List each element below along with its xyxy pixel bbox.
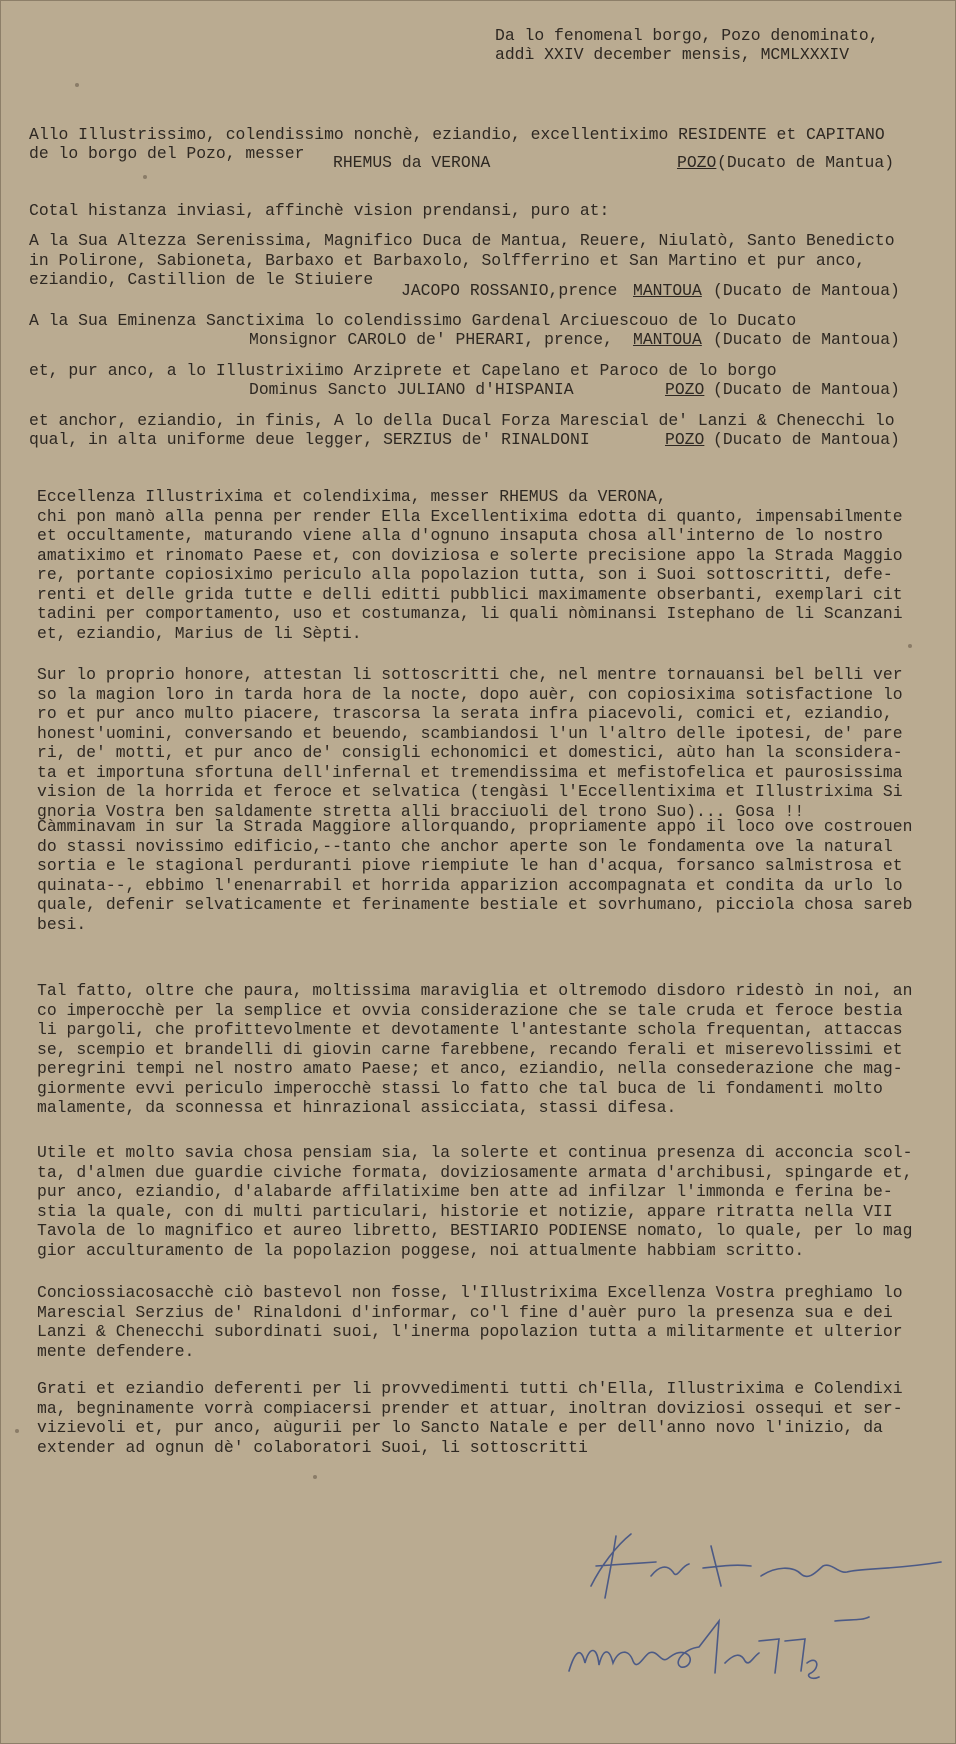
body-paragraph-7-line: ma, begninamente vorrà compiacersi prender et attuar, inoltran doviziosi ossequi et ser- [37,1398,903,1418]
cc-intro: Cotal histanza inviasi, affinchè vision prendansi, puro at: [29,201,610,220]
body-paragraph-4-line: peregrini tempi nel nostro amato Paese; et anco, eziandio, nella consederazione che mag- [37,1059,903,1078]
body-paragraph-4-line: malamente, da sconnessa et hinrazional assicciata, stassi difesa. [37,1098,677,1117]
recipient-1-suffix: (Ducato de Mantoua) [713,281,900,300]
body-paragraph-3-line: do stassi novissimo edificio,--tanto che anchor aperte son le fondamenta ove la natural [37,836,893,856]
recipient-4-suffix: (Ducato de Mantoua) [713,430,900,449]
body-paragraph-4-line: li pargoli, che profittevolmente et devotamente l'antestante schola frequentan, attaccas [37,1020,903,1039]
recipient-1-line-2: in Polirone, Sabioneta, Barbaxo et Barbaxolo, Solfferrino et San Martino et pur anco, [29,251,866,270]
body-paragraph-2-line: Sur lo proprio honore, attestan li sottoscritti che, nel mentre tornauansi bel belli ver [37,665,903,684]
signature-scanzani [561,1526,951,1606]
body-paragraph-1-line: et, eziandio, Marius de li Sèpti. [37,623,362,643]
body-paragraph-5-line: Tavola de lo magnifico et aureo libretto, BESTIARIO PODIENSE nomato, lo quale, per lo mag [37,1221,913,1240]
dateline-line-2: addì XXIV december mensis, MCMLXXXIV [495,45,850,64]
recipient-4-place: POZO [665,430,705,449]
recipient-4-name: qual, in alta uniforme deue legger, SERZIUS de' RINALDONI [29,430,590,449]
body-paragraph-3-line: quale, defenir selvaticamente et ferinamente bestiale et sovrhumano, picciola chosa sareb [37,895,913,914]
address-line-2: de lo borgo del Pozo, messer [29,144,305,163]
recipient-2-suffix: (Ducato de Mantoua) [713,330,900,349]
paper-speck [15,1429,19,1433]
body-paragraph-4-line: Tal fatto, oltre che paura, moltissima maraviglia et oltremodo disdoro ridestò in noi, an [37,981,913,1000]
recipient-2-line-1: A la Sua Eminenza Sanctixima lo colendissimo Gardenal Arciuescouo de lo Ducato [29,311,797,330]
body-paragraph-2-line: so la magion loro in tarda hora de la nocte, dopo auèr, con copiosixima sotisfactione lo [37,684,903,704]
body-paragraph-6-line: Marescial Serzius de' Rinaldoni d'informar, co'l fine d'auèr puro la presenza sua e dei [37,1302,893,1322]
body-paragraph-7-line: Grati et eziandio deferenti per li provvedimenti tutti ch'Ella, Illustrixima e Colendixi [37,1379,903,1398]
body-paragraph-5-line: ta, d'almen due guardie civiche formata, doviziosamente armata d'archibusi, spingarde et, [37,1162,913,1182]
body-paragraph-2-line: vision de la horrida et feroce et selvatica (tengàsi l'Eccellentixima et Illustrixima Si [37,782,903,801]
body-paragraph-6-line: Conciossiacosacchè ciò bastevol non fosse, l'Illustrixima Excellenza Vostra preghiamo lo [37,1283,903,1302]
addressee-name: RHEMUS da VERONA [333,153,491,172]
recipient-3-line-1: et, pur anco, a lo Illustrixiimo Arziprete et Capelano et Paroco de lo borgo [29,361,777,380]
body-paragraph-1-line: tadini per comportamento, uso et costumanza, li quali nòminansi Istephano de li Scanzani [37,604,903,623]
body-paragraph-2-line: ro et pur anco multo piacere, trascorsa la serata infra piacevoli, comici et, eziandio, [37,704,893,723]
signature-septi [549,1601,879,1701]
body-paragraph-1-line: amatiximo et rinomato Paese et, con doviziosa e solerte precisione appo la Strada Maggio [37,545,903,565]
address-line-1: Allo Illustrissimo, colendissimo nonchè, eziandio, excellentiximo RESIDENTE et CAPITANO [29,125,885,144]
recipient-1-name: JACOPO ROSSANIO,prence [401,281,618,300]
body-paragraph-1-line: chi pon manò alla penna per render Ella Excellentixima edotta di quanto, impensabilmente [37,506,903,526]
addressee-place-suffix: (Ducato de Mantua) [717,153,895,172]
body-paragraph-4-line: se, scempio et brandelli di giovin carne farebbene, recando ferali et miserevolissimi et [37,1039,903,1059]
body-paragraph-6-line: Lanzi & Chenecchi subordinati suoi, l'inerma popolazion tutta a militarmente et ulterior [37,1322,903,1341]
recipient-1-line-1: A la Sua Altezza Serenissima, Magnifico Duca de Mantua, Reuere, Niulatò, Santo Benedicto [29,231,895,250]
recipient-3-name: Dominus Sancto JULIANO d'HISPANIA [249,380,574,399]
body-paragraph-7-line: vizievoli et, pur anco, aùgurii per lo Sancto Natale e per dell'anno novo l'inizio, da [37,1418,883,1437]
body-paragraph-3-line: sortia e le stagional perduranti piove riempiute le han d'acqua, forsanco salmistrosa et [37,856,903,875]
paper-speck [908,644,912,648]
recipient-1-place: MANTOUA [633,281,702,300]
body-paragraph-2-line: gnoria Vostra ben saldamente stretta alli bracciuoli del trono Suo)... Gosa !! [37,801,805,821]
body-paragraph-5-line: gior acculturamento de la popolazion poggese, noi attualmente habbiam scritto. [37,1240,805,1260]
recipient-4-line-1: et anchor, eziandio, in finis, A lo della Ducal Forza Marescial de' Lanzi & Chenecchi lo [29,411,895,430]
body-paragraph-3-line: besi. [37,914,87,934]
body-paragraph-1-line: re, portante copiosiximo periculo alla popolazion tutta, son i Suoi sottoscritti, defe- [37,565,893,584]
body-paragraph-2-line: ri, de' motti, et pur anco de' consigli echonomici et domestici, aùto han la sconsidera- [37,743,903,762]
body-paragraph-6-line: mente defendere. [37,1341,195,1361]
body-paragraph-1-line: renti et delle grida tutte e delli editti pubblici maximamente obserbanti, exemplari cit [37,584,903,604]
paper-speck [143,175,147,179]
body-paragraph-5-line: stia la quale, con di multi particulari, historie et notizie, appare ritratta nella VII [37,1201,893,1221]
recipient-2-name: Monsignor CAROLO de' PHERARI, prence, [249,330,613,349]
body-paragraph-3-line: quinata--, ebbimo l'enenarrabil et horrida apparizion accompagnata et condita da urlo lo [37,875,903,895]
recipient-3-place: POZO [665,380,705,399]
body-paragraph-1-line: et occultamente, maturando viene alla d'ognuno insaputa chosa all'interno de lo nostro [37,526,883,545]
dateline-line-1: Da lo fenomenal borgo, Pozo denominato, [495,26,879,45]
recipient-1-line-3: eziandio, Castillion de le Stiuiere [29,270,374,289]
body-paragraph-1-line: Eccellenza Illustrixima et colendixima, messer RHEMUS da VERONA, [37,487,667,506]
body-paragraph-2-line: ta et importuna sfortuna dell'infernal et tremendissima et mefistofelica et paurosissima [37,762,903,782]
recipient-3-suffix: (Ducato de Mantoua) [713,380,900,399]
body-paragraph-3-line: Càmminavam in sur la Strada Maggiore allorquando, propriamente appo il loco ove costrouen [37,817,913,836]
recipient-2-place: MANTOUA [633,330,702,349]
body-paragraph-5-line: Utile et molto savia chosa pensiam sia, la solerte et continua presenza di acconcia scol- [37,1143,913,1162]
body-paragraph-4-line: giormente evvi periculo imperocchè stassi lo fatto che tal buca de li fondamenti molto [37,1078,883,1098]
paper-speck [313,1475,317,1479]
paper-speck [75,83,79,87]
body-paragraph-5-line: pur anco, eziandio, d'alabarde affilatixime ben atte ad infilzar l'immonda e ferina be- [37,1182,893,1201]
body-paragraph-4-line: co imperocchè per la semplice et ovvia considerazione che se tale cruda et feroce bestia [37,1000,903,1020]
addressee-place: POZO [677,153,717,172]
body-paragraph-2-line: honest'uomini, conversando et beuendo, scambiandosi l'un l'altro delle ipotesi, de' pare [37,723,903,743]
body-paragraph-7-line: extender ad ognun dè' colaboratori Suoi, li sottoscritti [37,1437,588,1457]
